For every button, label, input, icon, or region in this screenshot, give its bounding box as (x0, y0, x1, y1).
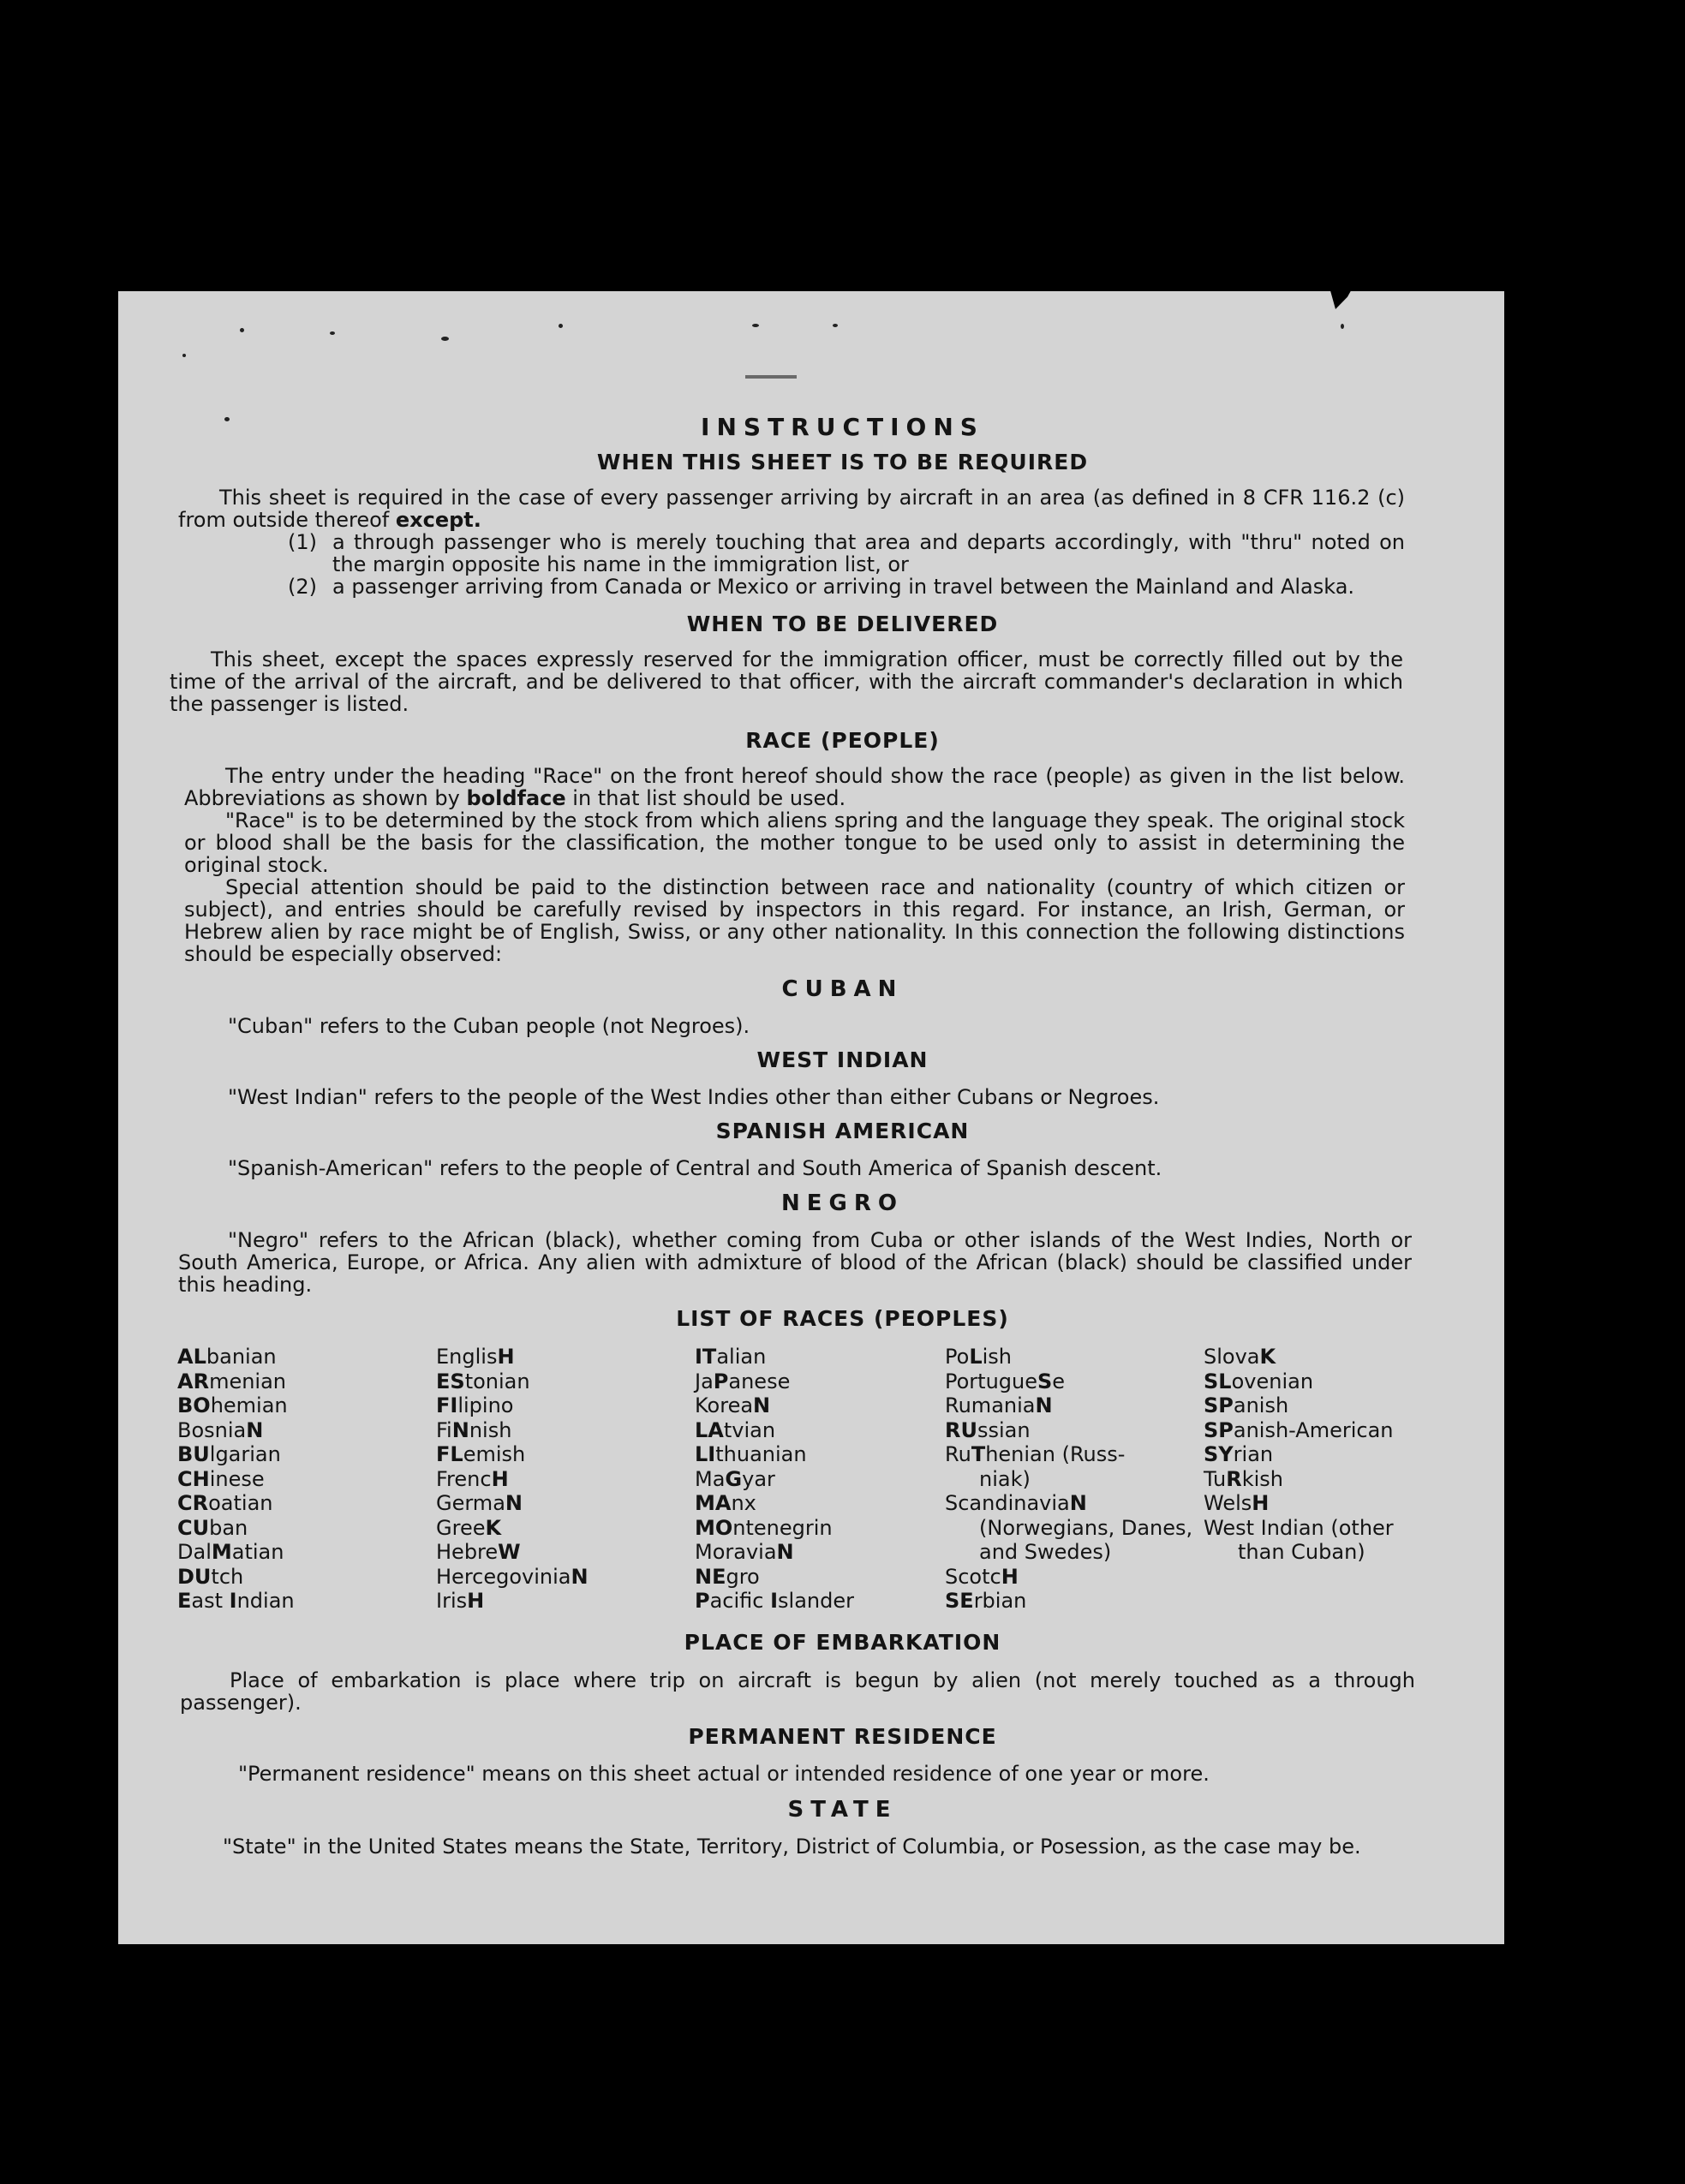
race-entry (695, 1467, 952, 1492)
race-text: lgarian (209, 1442, 281, 1466)
heading-embarkation: PLACE OF EMBARKATION (684, 1630, 1001, 1655)
state-text: "State" in the United States means the State, Territory, District of Columbia, or Posession, as the case may be. (223, 1835, 1361, 1859)
race-text: e (1052, 1369, 1066, 1393)
race-text: Tu (1204, 1466, 1227, 1491)
heading-list-of-races: LIST OF RACES (PEOPLES) (676, 1306, 1009, 1331)
race-text: nx (731, 1491, 756, 1515)
race-text: hemian (210, 1393, 288, 1417)
race-text: ntenegrin (732, 1515, 833, 1540)
heading-permanent-residence: PERMANENT RESIDENCE (688, 1724, 997, 1749)
race-text: Moravia (695, 1540, 777, 1564)
race-abbrev: H (1001, 1564, 1019, 1589)
race-abbrev: CR (177, 1491, 209, 1515)
race-entry (945, 1369, 1202, 1394)
item-text: a passenger arriving from Canada or Mexico or arriving in travel between the Mainland and Alaska. (332, 575, 1355, 599)
race-entry (177, 1540, 434, 1565)
race-paragraph-3: Special attention should be paid to the distinction between race and nationality (country of which citizen or subject), and entries should be carefully revised by inspectors in this regard. For instance, an Irish, German, or Hebrew alien by race might be of English, Swiss, or any other nationality. In this connection the following distinctions should be especially observed: (184, 875, 1405, 966)
race-abbrev: BO (177, 1393, 211, 1417)
race-entry (1204, 1393, 1461, 1418)
race-abbrev: ES (436, 1369, 465, 1393)
race-text: Gree (436, 1515, 486, 1540)
race-abbrev: N (505, 1491, 523, 1515)
race-entry (436, 1491, 693, 1516)
heading-delivered: WHEN TO BE DELIVERED (686, 612, 999, 636)
race-abbrev: SE (945, 1589, 974, 1613)
race-text: henian (Russ- (985, 1442, 1126, 1466)
race-abbrev: MA (695, 1491, 732, 1515)
race-entry (695, 1345, 952, 1369)
race-entry (436, 1418, 693, 1443)
race-abbrev: SP (1204, 1417, 1234, 1442)
race-entry-continuation: niak) (979, 1466, 1031, 1491)
race-text: anish-American (1233, 1417, 1394, 1442)
speck (1341, 324, 1344, 329)
race-text: tch (211, 1564, 244, 1589)
race-entry (945, 1491, 1202, 1516)
race-text: lipino (457, 1393, 514, 1417)
race-entry (177, 1418, 434, 1443)
race-p1-text: The entry under the heading "Race" on the front hereof should show the race (people) as given in the list below. Abbreviations as shown by (184, 764, 1405, 810)
race-text: oatian (208, 1491, 273, 1515)
race-text: acific (709, 1589, 771, 1613)
race-entry (177, 1369, 434, 1394)
race-entry (1204, 1345, 1461, 1369)
cuban-text: "Cuban" refers to the Cuban people (not Negroes). (228, 1014, 750, 1038)
race-text: yar (742, 1466, 775, 1491)
speck (441, 337, 449, 341)
show-through-mark (745, 375, 797, 379)
race-text: atian (231, 1540, 284, 1564)
race-text: Fi (436, 1417, 452, 1442)
race-text: ndian (236, 1589, 295, 1613)
race-text: tvian (723, 1417, 776, 1442)
race-text: Scandinavia (945, 1491, 1070, 1515)
race-text: slander (778, 1589, 855, 1613)
race-entry (945, 1565, 1202, 1590)
speck (330, 331, 335, 335)
race-entry (436, 1345, 693, 1369)
race-text: gro (726, 1564, 760, 1589)
race-abbrev: MO (695, 1515, 733, 1540)
race-text: thuanian (715, 1442, 807, 1466)
race-entry (177, 1589, 434, 1614)
race-text: Rumania (945, 1393, 1036, 1417)
race-entry (695, 1516, 952, 1541)
heading-spanish-american: SPANISH AMERICAN (715, 1119, 970, 1143)
race-text: Iris (436, 1589, 468, 1613)
race-entry (436, 1369, 693, 1394)
race-entry (177, 1565, 434, 1590)
embarkation-text: Place of embarkation is place where trip on aircraft is begun by alien (not merely touched as a through passenger). (180, 1668, 1415, 1715)
race-abbrev: AL (177, 1345, 206, 1369)
speck (559, 324, 563, 328)
race-abbrev: DU (177, 1564, 212, 1589)
race-entry (177, 1442, 434, 1467)
race-abbrev: FI (436, 1393, 458, 1417)
race-abbrev: BU (177, 1442, 210, 1466)
race-entry (695, 1393, 952, 1418)
race-abbrev: SP (1204, 1393, 1234, 1417)
race-abbrev: P (695, 1589, 710, 1613)
race-entry (695, 1565, 952, 1590)
race-text: Ja (695, 1369, 714, 1393)
race-entry (177, 1467, 434, 1492)
race-text: ssian (977, 1417, 1031, 1442)
speck (240, 328, 244, 332)
race-text: ban (209, 1515, 248, 1540)
speck (833, 324, 838, 327)
race-abbrev: N (1035, 1393, 1053, 1417)
residence-text: "Permanent residence" means on this sheet actual or intended residence of one year or more. (238, 1762, 1210, 1786)
race-abbrev: N (753, 1393, 771, 1417)
race-abbrev: CH (177, 1466, 210, 1491)
delivered-text: This sheet, except the spaces expressly reserved for the immigration officer, must be correctly filled out by the time of the arrival of the aircraft, and be delivered to that officer, with the aircraft commander's declaration in which the passenger is listed. (170, 647, 1403, 716)
race-entry (177, 1491, 434, 1516)
race-abbrev: SL (1204, 1369, 1232, 1393)
heading-cuban: CUBAN (781, 976, 904, 1002)
race-abbrev: P (713, 1369, 729, 1393)
race-text: banian (206, 1345, 277, 1369)
race-abbrev: AR (177, 1369, 210, 1393)
race-entry (177, 1516, 434, 1541)
race-abbrev: L (969, 1345, 983, 1369)
race-abbrev: SY (1204, 1442, 1234, 1466)
race-abbrev: I (229, 1589, 237, 1613)
race-entry (945, 1442, 1202, 1467)
item-text: a through passenger who is merely touching that area and departs accordingly, with "thru" noted on the margin opposite his name in the immigration list, or (332, 530, 1405, 576)
race-text: anese (728, 1369, 791, 1393)
west-indian-text: "West Indian" refers to the people of the West Indies other than either Cubans or Negroes. (228, 1085, 1160, 1109)
race-entry (1204, 1442, 1461, 1467)
race-entry (695, 1418, 952, 1443)
spanish-american-text: "Spanish-American" refers to the people of Central and South America of Spanish descent. (228, 1156, 1162, 1180)
race-abbrev: G (725, 1466, 743, 1491)
heading-required: WHEN THIS SHEET IS TO BE REQUIRED (596, 450, 1089, 474)
race-text: alian (716, 1345, 767, 1369)
race-abbrev: N (1069, 1491, 1087, 1515)
race-abbrev: H (467, 1589, 485, 1613)
page-title: INSTRUCTIONS (701, 413, 984, 441)
race-abbrev: N (571, 1564, 589, 1589)
required-intro-except: except. (395, 508, 481, 532)
race-abbrev: T (971, 1442, 986, 1466)
race-abbrev: RU (945, 1417, 977, 1442)
negro-text: "Negro" refers to the African (black), whether coming from Cuba or other islands of the West Indies, North or South America, Europe, or Africa. Any alien with admixture of blood of the African (black) should be classified under this heading. (178, 1228, 1412, 1297)
race-entry (1204, 1467, 1461, 1492)
item-number: (1) (288, 530, 317, 554)
race-column-5 (1204, 1345, 1461, 1565)
race-text: Bosnia (177, 1417, 247, 1442)
race-abbrev: S (1037, 1369, 1053, 1393)
race-abbrev: LI (695, 1442, 716, 1466)
race-text: rbian (973, 1589, 1027, 1613)
race-abbrev: LA (695, 1417, 724, 1442)
race-entry (945, 1589, 1202, 1614)
race-abbrev: I (770, 1589, 779, 1613)
race-text: Ma (695, 1466, 726, 1491)
race-p1-bold: boldface (466, 786, 566, 810)
race-entry (436, 1540, 693, 1565)
race-text: Ru (945, 1442, 971, 1466)
race-list (177, 1345, 1462, 1613)
race-text: inese (209, 1466, 265, 1491)
race-entry (945, 1393, 1202, 1418)
race-column-2 (436, 1345, 693, 1614)
race-entry (695, 1540, 952, 1565)
race-entry (177, 1345, 434, 1369)
race-column-3 (695, 1345, 952, 1614)
race-text: ish (982, 1345, 1012, 1369)
race-abbrev: H (1252, 1491, 1270, 1515)
race-entry-continuation: than Cuban) (1238, 1540, 1365, 1564)
race-text: West Indian (other (1204, 1515, 1394, 1540)
race-text: ast (191, 1589, 230, 1613)
race-abbrev: FL (436, 1442, 463, 1466)
race-abbrev: E (177, 1589, 192, 1613)
race-text: Dal (177, 1540, 212, 1564)
race-abbrev: NE (695, 1564, 726, 1589)
race-entry (945, 1345, 1202, 1369)
race-entry (695, 1589, 952, 1614)
race-text: rian (1233, 1442, 1274, 1466)
race-abbrev: N (776, 1540, 794, 1564)
race-abbrev: K (1259, 1345, 1276, 1369)
heading-race: RACE (PEOPLE) (745, 728, 940, 753)
race-entry (695, 1442, 952, 1467)
race-abbrev: W (498, 1540, 521, 1564)
race-entry-continuation: (Norwegians, Danes, and Swedes) (979, 1515, 1193, 1564)
race-text: Hercegovinia (436, 1564, 571, 1589)
required-item-1 (283, 531, 1405, 576)
race-paragraph-2: "Race" is to be determined by the stock from which aliens spring and the language they speak. The original stock or blood shall be the basis for the classification, the mother tongue to be used only to assist in determining the original stock. (184, 809, 1405, 877)
race-text: Germa (436, 1491, 505, 1515)
race-abbrev: N (451, 1417, 469, 1442)
race-abbrev: CU (177, 1515, 210, 1540)
race-text: anish (1233, 1393, 1289, 1417)
race-abbrev: R (1226, 1466, 1242, 1491)
race-text: Frenc (436, 1466, 492, 1491)
required-intro-text: This sheet is required in the case of every passenger arriving by aircraft in an area (as defined in 8 CFR 116.2 (c) from outside thereof (178, 486, 1405, 532)
race-text: Hebre (436, 1540, 499, 1564)
race-entry (436, 1442, 693, 1467)
required-item-2 (283, 576, 1405, 598)
race-entry (177, 1393, 434, 1418)
race-abbrev: IT (695, 1345, 717, 1369)
speck (182, 354, 186, 357)
race-entry (695, 1491, 952, 1516)
race-text: ovenian (1231, 1369, 1314, 1393)
race-entry (436, 1393, 693, 1418)
race-abbrev: H (497, 1345, 515, 1369)
race-entry (945, 1418, 1202, 1443)
heading-negro: NEGRO (781, 1190, 904, 1216)
race-abbrev: H (491, 1466, 509, 1491)
race-text: Slova (1204, 1345, 1260, 1369)
race-text: Scotc (945, 1564, 1001, 1589)
race-entry (436, 1516, 693, 1541)
race-entry (695, 1369, 952, 1394)
race-text: emish (463, 1442, 526, 1466)
race-text: Korea (695, 1393, 754, 1417)
race-p1-end: in that list should be used. (565, 786, 846, 810)
race-entry (1204, 1491, 1461, 1516)
race-paragraph-1 (184, 765, 1405, 809)
race-text: tonian (464, 1369, 530, 1393)
heading-state: STATE (787, 1797, 898, 1823)
race-entry (1204, 1369, 1461, 1394)
race-column-4 (945, 1345, 1202, 1614)
race-entry (436, 1565, 693, 1590)
race-abbrev: K (485, 1515, 502, 1540)
race-text: Po (945, 1345, 970, 1369)
race-text: menian (209, 1369, 287, 1393)
race-text: Portugue (945, 1369, 1037, 1393)
item-number: (2) (288, 575, 317, 599)
race-entry (436, 1467, 693, 1492)
heading-west-indian: WEST INDIAN (756, 1047, 929, 1072)
race-entry (1204, 1516, 1461, 1541)
race-text: kish (1241, 1466, 1283, 1491)
race-column-1 (177, 1345, 434, 1614)
race-abbrev: N (246, 1417, 264, 1442)
speck (752, 324, 759, 327)
race-entry (1204, 1418, 1461, 1443)
race-text: nish (469, 1417, 512, 1442)
race-text: Englis (436, 1345, 498, 1369)
race-text: Wels (1204, 1491, 1252, 1515)
race-abbrev: M (211, 1540, 232, 1564)
race-entry (436, 1589, 693, 1614)
required-intro (178, 486, 1405, 531)
